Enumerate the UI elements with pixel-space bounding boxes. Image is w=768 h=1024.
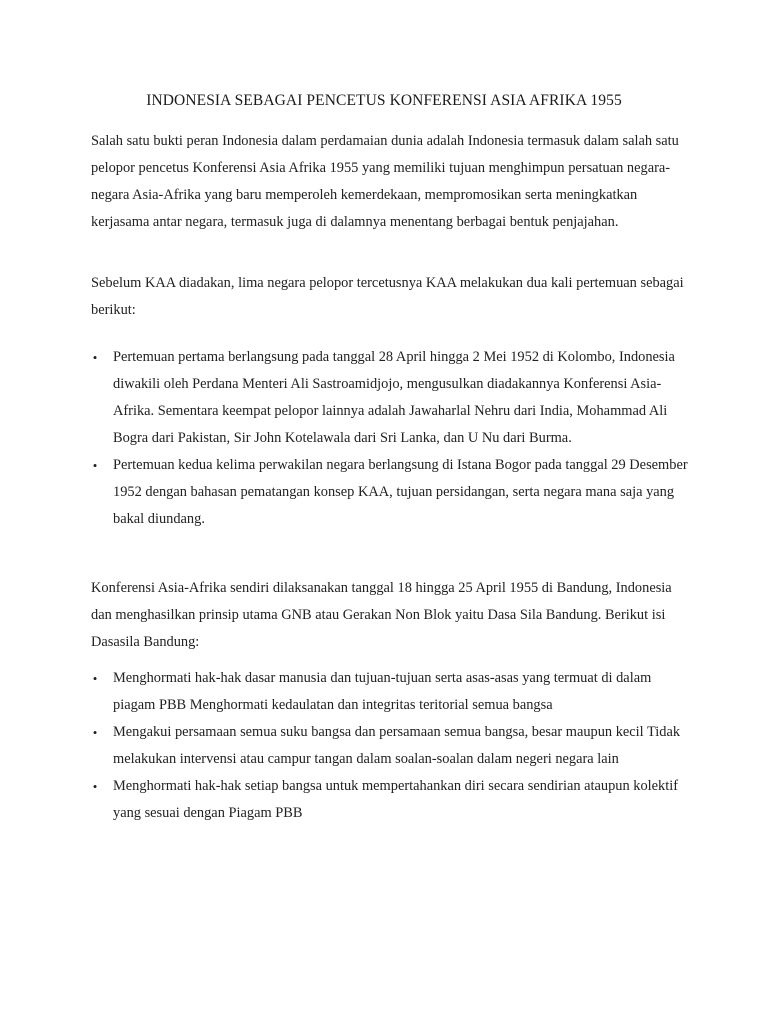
bullet-icon: • [92,458,98,473]
dasasila-list [91,665,691,827]
list-item [91,665,691,719]
list-item-text: Mengakui persamaan semua suku bangsa dan persamaan semua bangsa, besar maupun kecil Tidak melakukan intervensi atau campur tangan dalam soalan-soalan dalam negeri negara lain [113,724,681,767]
list-item [91,452,691,533]
document-title: INDONESIA SEBAGAI PENCETUS KONFERENSI ASIA AFRIKA 1955 [146,92,622,109]
list-item-text: Menghormati hak-hak dasar manusia dan tujuan-tujuan serta asas-asas yang termuat di dalam piagam PBB Menghormati kedaulatan dan integritas teritorial semua bangsa [113,670,652,713]
conference-paragraph: Konferensi Asia-Afrika sendiri dilaksanakan tanggal 18 hingga 25 April 1955 di Bandung, Indonesia dan menghasilkan prinsip utama GNB atau Gerakan Non Blok yaitu Dasa Sila Bandung. Berikut isi Dasasila Bandung: [91,580,672,650]
list-item [91,773,691,827]
bullet-icon: • [92,671,98,686]
bullet-icon: • [92,725,98,740]
list-item [91,344,691,452]
list-item [91,719,691,773]
list-item-text: Menghormati hak-hak setiap bangsa untuk mempertahankan diri secara sendirian ataupun kolektif yang sesuai dengan Piagam PBB [113,778,679,821]
intro-paragraph: Salah satu bukti peran Indonesia dalam perdamaian dunia adalah Indonesia termasuk dalam salah satu pelopor pencetus Konferensi Asia Afrika 1955 yang memiliki tujuan menghimpun persatuan negara-negara Asia-Afrika yang baru memperoleh kemerdekaan, mempromosikan serta meningkatkan kerjasama antar negara, termasuk juga di dalamnya menentang berbagai bentuk penjajahan. [91,133,679,230]
list-item-text: Pertemuan kedua kelima perwakilan negara berlangsung di Istana Bogor pada tanggal 29 Desember 1952 dengan bahasan pematangan konsep KAA, tujuan persidangan, serta negara mana saja yang bakal diundang. [113,457,688,527]
meetings-intro-paragraph: Sebelum KAA diadakan, lima negara pelopor tercetusnya KAA melakukan dua kali pertemuan sebagai berikut: [91,275,684,318]
meetings-list [91,344,691,533]
bullet-icon: • [92,779,98,794]
bullet-icon: • [92,350,98,365]
list-item-text: Pertemuan pertama berlangsung pada tanggal 28 April hingga 2 Mei 1952 di Kolombo, Indonesia diwakili oleh Perdana Menteri Ali Sastroamidjojo, mengusulkan diadakannya Konferensi Asia-Afrika. Sementara keempat pelopor lainnya adalah Jawaharlal Nehru dari India, Mohammad Ali Bogra dari Pakistan, Sir John Kotelawala dari Sri Lanka, dan U Nu dari Burma. [113,349,675,446]
